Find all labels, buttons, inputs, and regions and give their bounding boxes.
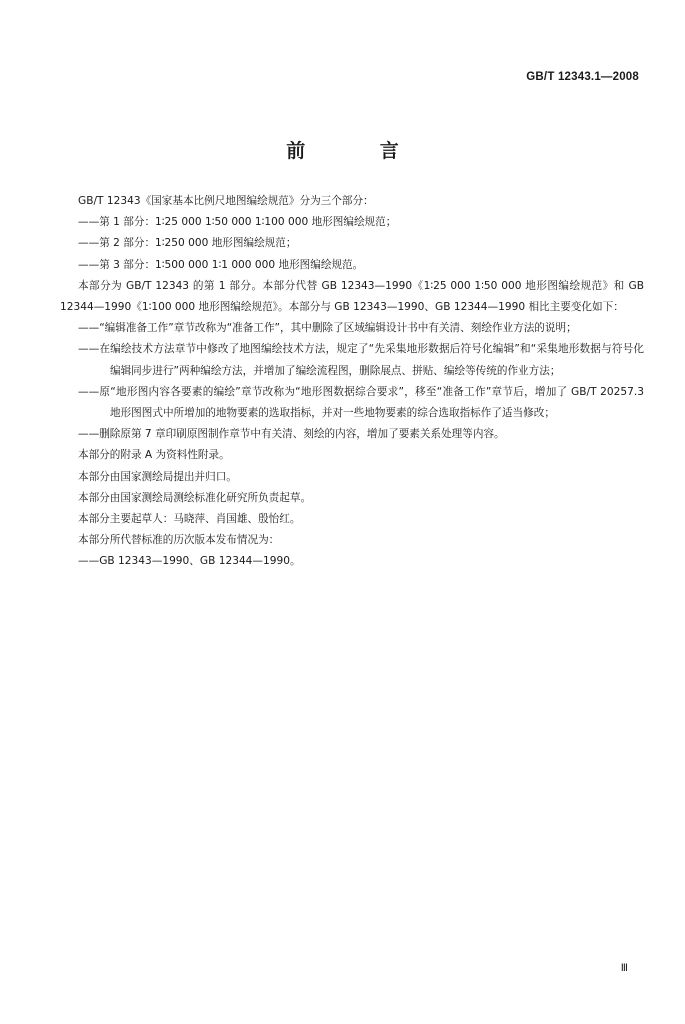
- change-item-4: ——删除原第 7 章印刷原图制作章节中有关清、刻绘的内容，增加了要素关系处理等内容。: [78, 428, 505, 441]
- change-item-2: ——在编绘技术方法章节中修改了地图编绘技术方法，规定了“先采集地形数据后符号化编辑”和“采集地形数据与符号化编辑同步进行”两种编绘方法，并增加了编绘流程图，删除展点、拼贴、编绘等传统的作业方法；: [78, 343, 644, 377]
- part-3-item: ——第 3 部分：1∶500 000 1∶1 000 000 地形图编绘规范。: [78, 258, 364, 271]
- appendix-note: 本部分的附录 A 为资料性附录。: [78, 449, 230, 462]
- change-item-1: ——“编辑准备工作”章节改称为“准备工作”，其中删除了区域编辑设计书中有关清、刻绘作业方法的说明；: [78, 322, 577, 335]
- page-number: Ⅲ: [620, 963, 629, 974]
- part-2-item: ——第 2 部分：1∶250 000 地形图编绘规范；: [78, 237, 297, 250]
- intro-paragraph: GB/T 12343《国家基本比例尺地图编绘规范》分为三个部分：: [78, 195, 374, 207]
- change-item-3: ——原“地形图内容各要素的编绘”章节改称为“地形图数据综合要求”，移至“准备工作”章节后，增加了 GB/T 20257.3 地形图图式中所增加的地物要素的选取指标，并对一些地物要素的综合选取指标作了适当修改；: [78, 385, 644, 420]
- proposer-note: 本部分由国家测绘局提出并归口。: [78, 470, 237, 483]
- standard-code-header: GB/T 12343.1—2008: [526, 71, 639, 83]
- page-title: 前 言: [286, 140, 433, 162]
- history-item: ——GB 12343—1990、GB 12344—1990。: [78, 555, 301, 568]
- replacement-paragraph: 本部分为 GB/T 12343 的第 1 部分。本部分代替 GB 12343—1990《1∶25 000 1∶50 000 地形图编绘规范》和 GB 12344—1990《1∶100 000 地形图编绘规范》。本部分与 GB 12343—1990、GB 12344—1990 相比主要变化如下：: [60, 279, 644, 314]
- part-1-item: ——第 1 部分：1∶25 000 1∶50 000 1∶100 000 地形图编绘规范；: [78, 216, 397, 229]
- drafters-note: 本部分主要起草人：马晓萍、肖国雄、殷怡红。: [78, 513, 301, 526]
- drafter-org-note: 本部分由国家测绘局测绘标准化研究所负责起草。: [78, 491, 312, 504]
- preface-body: [60, 191, 644, 573]
- history-note: 本部分所代替标准的历次版本发布情况为：: [78, 534, 280, 547]
